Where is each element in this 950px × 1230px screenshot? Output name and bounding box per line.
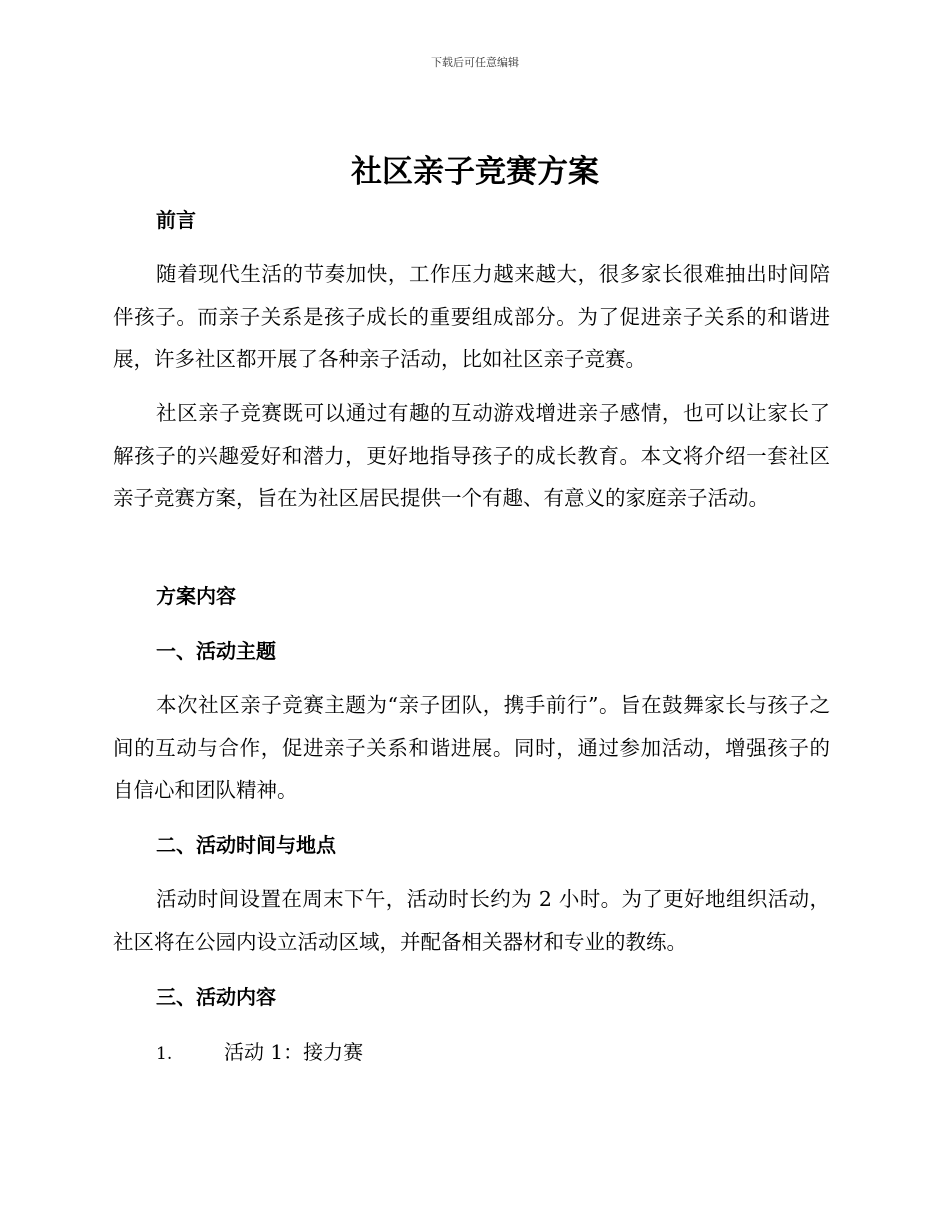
list-item-number: 1. (156, 1044, 173, 1064)
section-heading-activities: 三、活动内容 (156, 985, 276, 1009)
section-heading-theme: 一、活动主题 (156, 639, 276, 663)
page-header-note: 下载后可任意编辑 (431, 56, 519, 69)
section-heading-time-location: 二、活动时间与地点 (156, 833, 336, 857)
paragraph-time-location: 活动时间设置在周末下午，活动时长约为 2 小时。为了更好地组织活动，社区将在公园内设立活动区域，并配备相关器材和专业的教练。 (113, 887, 830, 954)
paragraph-theme: 本次社区亲子竞赛主题为“亲子团队，携手前行”。旨在鼓舞家长与孩子之间的互动与合作，促进亲子关系和谐进展。同时，通过参加活动，增强孩子的自信心和团队精神。 (113, 693, 830, 802)
section-heading-preface: 前言 (156, 208, 196, 232)
document-title: 社区亲子竞赛方案 (351, 154, 599, 190)
paragraph-preface-2: 社区亲子竞赛既可以通过有趣的互动游戏增进亲子感情，也可以让家长了解孩子的兴趣爱好和潜力，更好地指导孩子的成长教育。本文将介绍一套社区亲子竞赛方案，旨在为社区居民提供一个有趣、有意义的家庭亲子活动。 (113, 401, 830, 510)
paragraph-preface-1: 随着现代生活的节奏加快，工作压力越来越大，很多家长很难抽出时间陪伴孩子。而亲子关系是孩子成长的重要组成部分。为了促进亲子关系的和谐进展，许多社区都开展了各种亲子活动，比如社区亲子竞赛。 (113, 262, 830, 371)
section-heading-content: 方案内容 (156, 584, 236, 608)
list-item (156, 1036, 363, 1070)
list-item-text: 活动 1：接力赛 (224, 1040, 364, 1064)
